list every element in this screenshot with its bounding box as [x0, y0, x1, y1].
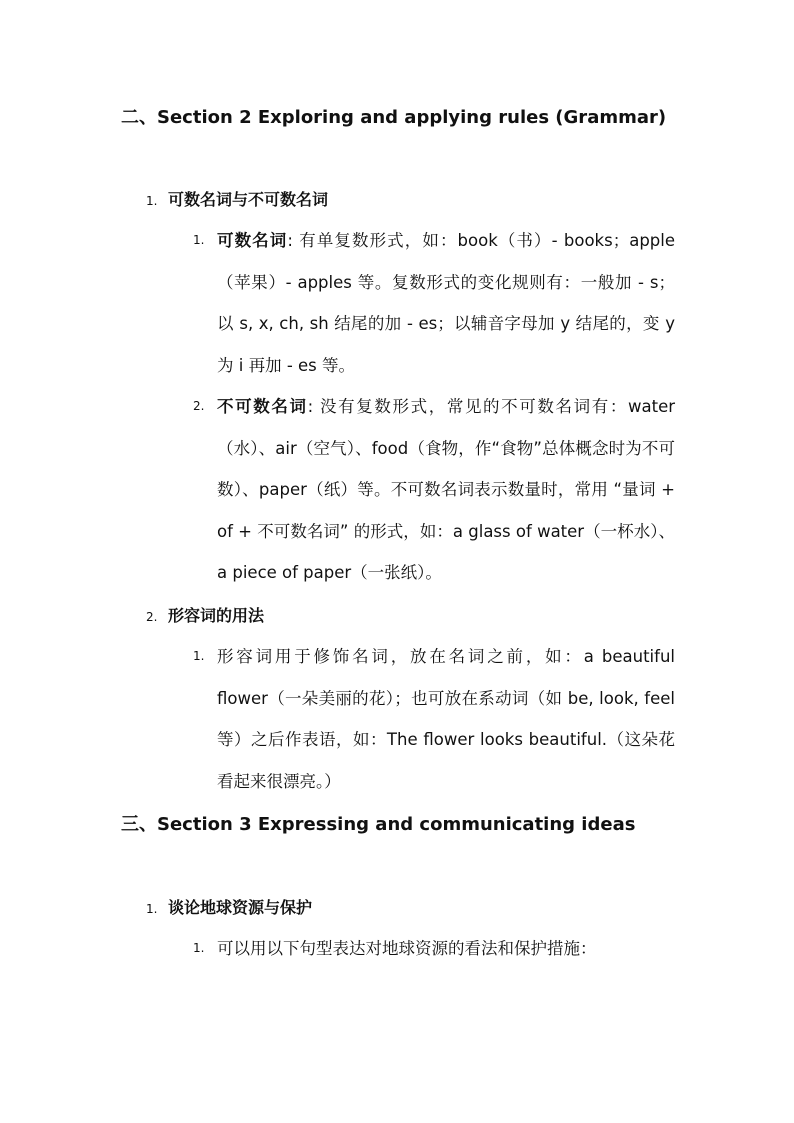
list-item: [193, 220, 675, 386]
item-text: 形容词用于修饰名词，放在名词之前，如：a beautiful flower（一朵美丽的花）；也可放在系动词（如 be, look, feel 等）之后作表语，如：The flower looks beautiful.（这朵花看起来很漂亮。）: [217, 647, 675, 791]
subsection-title: 谈论地球资源与保护: [168, 898, 313, 917]
list-number: 1.: [146, 902, 158, 916]
item-text: : 没有复数形式，常见的不可数名词有：water（水）、air（空气）、food（食物，作“食物”总体概念时为不可数）、paper（纸）等。不可数名词表示数量时，常用 “量词 + of + 不可数名词” 的形式，如：a glass of water（一杯水）、a piece of paper（一张纸）。: [217, 397, 675, 582]
subsection-heading: [146, 188, 328, 213]
list-item: [193, 636, 675, 802]
section-heading-3: 三、Section 3 Expressing and communicating ideas: [121, 814, 636, 835]
list-number: 1.: [193, 941, 205, 955]
subsection-title: 可数名词与不可数名词: [168, 190, 329, 209]
subsection-heading: [146, 604, 264, 629]
list-item: [193, 928, 675, 970]
term: 可数名词: [217, 231, 288, 250]
list-number: 1.: [193, 649, 205, 663]
list-number: 1.: [146, 194, 158, 208]
item-text: : 有单复数形式，如：book（书）- books；apple（苹果）- apples 等。复数形式的变化规则有：一般加 - s；以 s, x, ch, sh 结尾的加 - es；以辅音字母加 y 结尾的，变 y 为 i 再加 - es 等。: [217, 231, 675, 375]
list-number: 2.: [193, 399, 205, 413]
list-number: 2.: [146, 610, 158, 624]
list-number: 1.: [193, 233, 205, 247]
subsection-heading: [146, 896, 312, 921]
subsection-title: 形容词的用法: [168, 606, 265, 625]
item-text: 可以用以下句型表达对地球资源的看法和保护措施：: [217, 939, 597, 958]
list-item: [193, 386, 675, 594]
section-heading-2: 二、Section 2 Exploring and applying rules (Grammar): [121, 107, 667, 128]
term: 不可数名词: [217, 397, 308, 416]
